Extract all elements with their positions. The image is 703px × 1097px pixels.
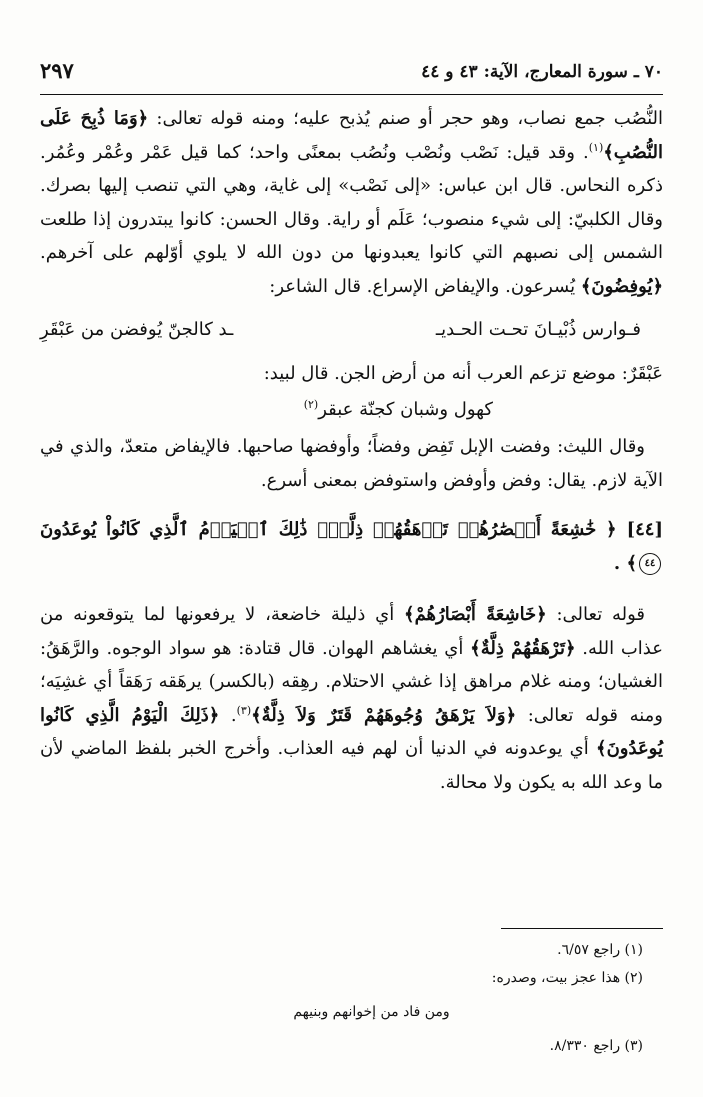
footnote-divider [501, 928, 663, 929]
paragraph-layth: وقال الليث: وفضت الإبل تَفِض وفضاً؛ وأوفضها صاحبها. فالإيفاض متعدّ، والذي في الآية لازم. يقال: وفض وأوفض واستوفض بمعنى أسرع. [40, 436, 663, 491]
text-span: أي يوعدونه في الدنيا أن لهم فيه العذاب. وأخرج الخبر بلفظ الماضي لأن ما وعد الله به يكون ولا محالة. [40, 738, 663, 793]
ayah-number: [٤٤] [626, 519, 664, 540]
page-number: ٢٩٧ [40, 58, 74, 83]
text-span: . [219, 704, 237, 726]
quran-quote: ﴿يُوفِضُونَ﴾ [580, 275, 663, 297]
footnote-ref: (٢) [303, 397, 319, 411]
text-span: . وقد قيل: نَصْب ونُصْب ونُصُب بمعنًى واحد؛ كما قيل عَمْر وعُمْر وعُمُر. ذكره النحاس. قال ابن عباس: «إلى نَصْب» إلى غاية، وهي التي تنصب إليها بصرك. وقال الكلبيّ: إلى شيء منصوب؛ عَلَم أو راية. وقال الحسن: كانوا يبتدرون إذا طلعت الشمس إلى نصبهم التي كانوا يعبدونها من دون الله لا يلوي أوّلهم على آخرهم. [40, 141, 663, 263]
text-span: قوله تعالى: [546, 604, 646, 625]
main-text [40, 102, 663, 799]
text-span: أي يغشاهم الهوان. قال قتادة: هو سواد الوجوه. والرَّهَقُ: الغشيان؛ ومنه غلام مراهق إذا غشي الاحتلام. رهِقه (بالكسر) يرهَقه رَهَقاً أي غشِيَه؛ ومنه قوله تعالى: [40, 637, 664, 726]
text-span: النُّصُب جمع نصاب، وهو حجر أو صنم يُذبح عليه؛ ومنه قوله تعالى: [148, 108, 663, 129]
footnotes [40, 936, 663, 1060]
chapter-title: ٧٠ ـ سورة المعارج، الآية: ٤٣ و ٤٤ [421, 62, 663, 82]
paragraph-abqar: عَبْقَرٌ: موضع تزعم العرب أنه من أرض الجن. قال لبيد: [263, 363, 663, 384]
paragraph-commentary [40, 598, 663, 799]
running-header [40, 54, 663, 95]
quran-quote: ﴿وَلاَ يَرْهَقُ وُجُوهَهُمْ قَتَرٌ وَلاَ ذِلَّةٌ﴾ [251, 704, 517, 726]
text-span: أي ذليلة خاضعة، لا يرفعونها لما يتوقعونه من عذاب الله. [40, 604, 663, 659]
footnote-1: (١) راجع ٦/٥٧. [557, 942, 643, 958]
verse-text: كهول وشبان كجنّة عبقر [318, 398, 493, 420]
footnote-2-verse: ومن فاد من إخوانهم وبنيهم [293, 1004, 450, 1020]
ayah-text: ﴿ خَٰشِعَةً أَبۡصَٰرُهُمۡ تَرۡهَقُهُمۡ ذِلَّةٌۚ ذَٰلِكَ ٱلۡيَوۡمُ ٱلَّذِي كَانُواْ يُوعَدُونَ [40, 519, 617, 540]
footnote-2: (٢) هذا عجز بيت، وصدره: [491, 970, 643, 986]
quran-quote: ﴿تَرْهَقُهُمْ ذِلَّةٌ﴾ [470, 637, 576, 659]
paragraph-nusub [40, 102, 663, 303]
quran-quote: ﴿ذَلِكَ الْيَوْمُ الَّذِي كَانُوا يُوعَدُونَ﴾ [40, 704, 663, 759]
verse-first-hemistich: فـوارس ذُبْيـانَ تحـت الحـديـ [435, 319, 641, 340]
quran-quote: ﴿وَمَا ذُبِحَ عَلَى النُّصُبِ﴾ [40, 108, 663, 163]
text-span: يُسرعون. والإيفاض الإسراع. قال الشاعر: [269, 275, 581, 297]
footnote-ref: (٣) [236, 703, 252, 717]
quran-quote: ﴿خَاشِعَةً أَبْصَارُهُمْ﴾ [404, 604, 547, 625]
verse-second-hemistich: ـد كالجنّ يُوفضن من عَبْقَرِ [40, 319, 234, 340]
footnote-ref: (١) [588, 140, 604, 154]
poetry-verse [40, 303, 663, 357]
footnote-3: (٣) راجع ٨/٣٣٠. [549, 1038, 643, 1054]
ayah-close: ﴾ . [613, 552, 637, 574]
ayah-heading [40, 513, 663, 580]
poetry-half-verse [40, 391, 663, 431]
ayah-end-marker: ٤٤ [639, 553, 661, 575]
